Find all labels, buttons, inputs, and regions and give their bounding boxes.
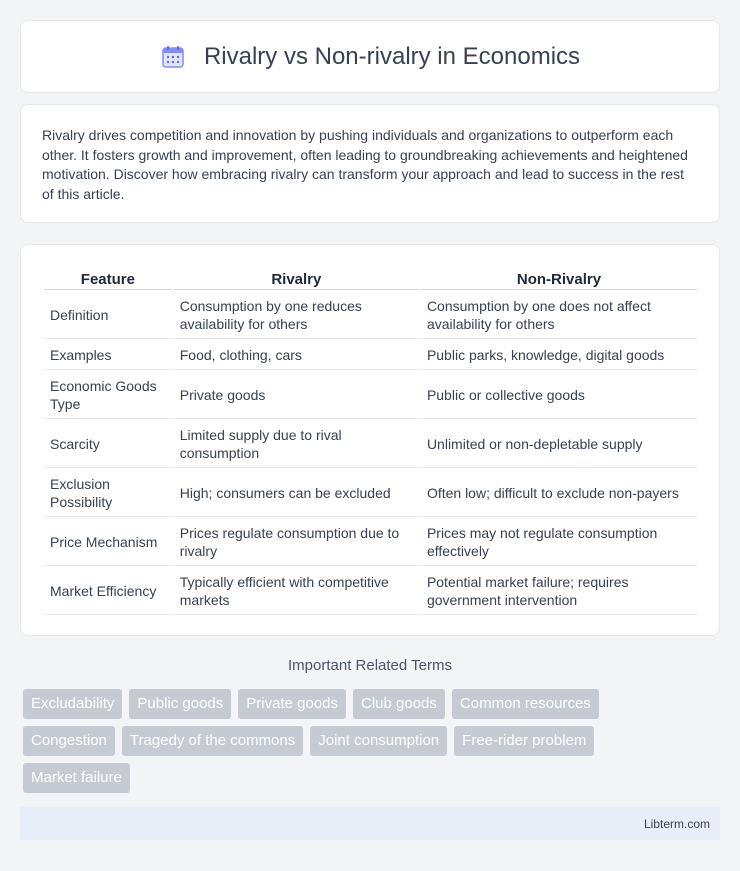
non-rivalry-cell: Often low; difficult to exclude non-payers (421, 470, 697, 517)
tag-excludability[interactable]: Excludability (23, 689, 122, 719)
non-rivalry-cell: Public or collective goods (421, 372, 697, 419)
feature-cell: Examples (44, 341, 172, 370)
tag-congestion[interactable]: Congestion (23, 726, 115, 756)
header-rivalry: Rivalry (174, 267, 419, 290)
non-rivalry-cell: Consumption by one does not affect availability for others (421, 292, 697, 339)
rivalry-cell: Consumption by one reduces availability for others (174, 292, 419, 339)
non-rivalry-cell: Potential market failure; requires government intervention (421, 568, 697, 615)
tag-public-goods[interactable]: Public goods (129, 689, 231, 719)
tag-club-goods[interactable]: Club goods (353, 689, 445, 719)
feature-cell: Market Efficiency (44, 568, 172, 615)
header-card (20, 20, 720, 93)
rivalry-cell: High; consumers can be excluded (174, 470, 419, 517)
intro-card (20, 104, 720, 223)
feature-cell: Exclusion Possibility (44, 470, 172, 517)
header-non-rivalry: Non-Rivalry (421, 267, 697, 290)
tag-row (23, 726, 713, 756)
rivalry-cell: Limited supply due to rival consumption (174, 421, 419, 468)
related-terms-title: Important Related Terms (288, 657, 452, 674)
tag-market-failure[interactable]: Market failure (23, 763, 130, 793)
table-row (44, 372, 697, 419)
table-row (44, 292, 697, 339)
feature-cell: Price Mechanism (44, 519, 172, 566)
tag-joint-consumption[interactable]: Joint consumption (310, 726, 447, 756)
footer-site-link[interactable]: Libterm.com (643, 816, 710, 831)
rivalry-cell: Food, clothing, cars (174, 341, 419, 370)
rivalry-cell: Prices regulate consumption due to rivalry (174, 519, 419, 566)
comparison-table (42, 265, 699, 617)
header-feature: Feature (44, 267, 172, 290)
table-header-row (44, 267, 697, 290)
non-rivalry-cell: Public parks, knowledge, digital goods (421, 341, 697, 370)
non-rivalry-cell: Unlimited or non-depletable supply (421, 421, 697, 468)
feature-cell: Scarcity (44, 421, 172, 468)
tag-free-rider-problem[interactable]: Free-rider problem (454, 726, 594, 756)
tag-row (23, 763, 713, 793)
tag-common-resources[interactable]: Common resources (452, 689, 599, 719)
calendar-icon (160, 44, 186, 70)
feature-cell: Definition (44, 292, 172, 339)
table-row (44, 470, 697, 517)
table-row (44, 421, 697, 468)
related-terms-tags (23, 689, 713, 800)
intro-text: Rivalry drives competition and innovation by pushing individuals and organizations to outperform each other. It fosters growth and improvement, often leading to groundbreaking achievements and heightened motivation. Discover how embracing rivalry can transform your approach and lead to success in the rest of this article. (42, 127, 688, 202)
rivalry-cell: Private goods (174, 372, 419, 419)
footer (20, 807, 720, 840)
table-row (44, 568, 697, 615)
tag-private-goods[interactable]: Private goods (238, 689, 346, 719)
table-row (44, 341, 697, 370)
tag-row (23, 689, 713, 719)
table-row (44, 519, 697, 566)
comparison-table-card (20, 244, 720, 636)
tag-tragedy-of-the-commons[interactable]: Tragedy of the commons (122, 726, 303, 756)
rivalry-cell: Typically efficient with competitive markets (174, 568, 419, 615)
page-title: Rivalry vs Non-rivalry in Economics (203, 42, 581, 70)
non-rivalry-cell: Prices may not regulate consumption effectively (421, 519, 697, 566)
feature-cell: Economic Goods Type (44, 372, 172, 419)
